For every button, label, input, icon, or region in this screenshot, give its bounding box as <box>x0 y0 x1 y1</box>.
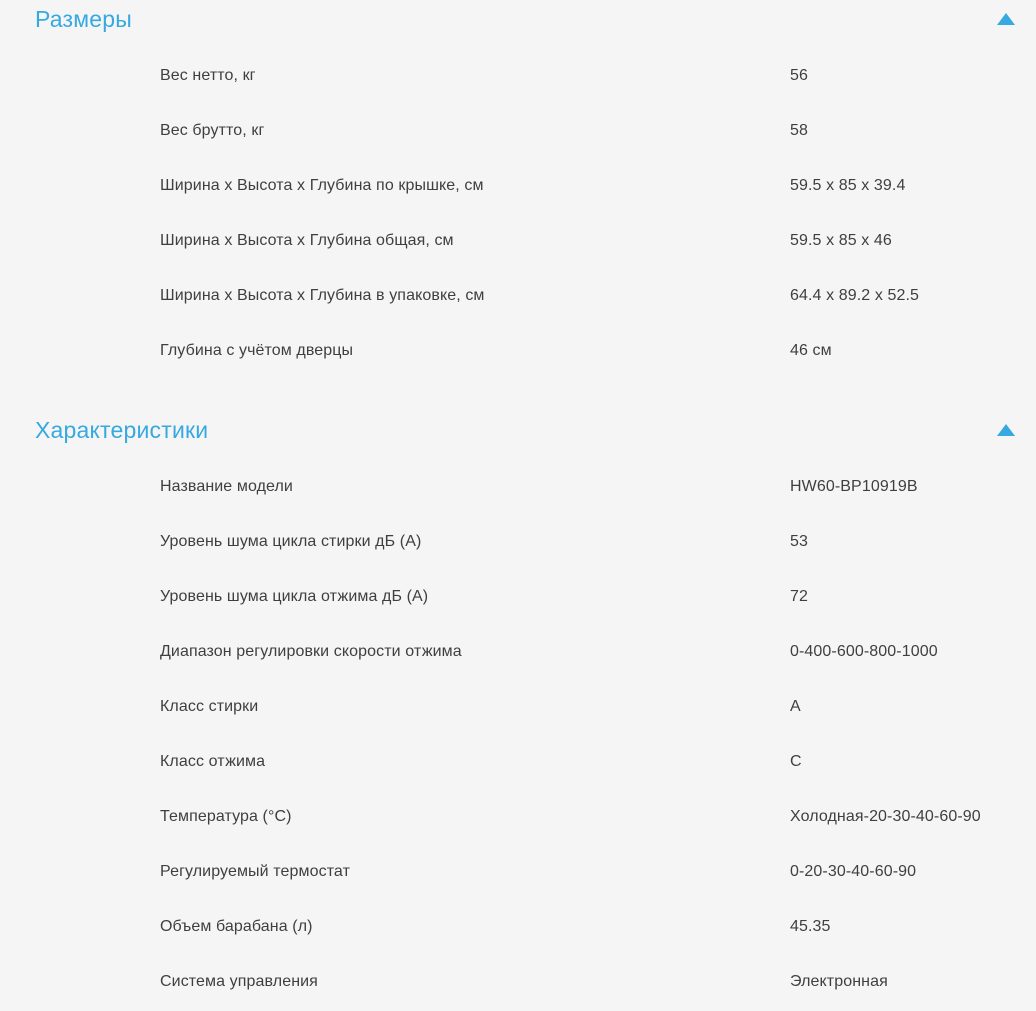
section-title[interactable]: Характеристики <box>35 416 209 443</box>
spec-row <box>0 48 1036 103</box>
spec-label: Объем барабана (л) <box>160 917 313 935</box>
section-title[interactable]: Размеры <box>35 5 132 32</box>
spec-value: A <box>790 697 801 715</box>
spec-label: Диапазон регулировки скорости отжима <box>160 642 462 660</box>
spec-row <box>0 158 1036 213</box>
spec-row <box>0 734 1036 789</box>
spec-rows <box>0 459 1036 1009</box>
collapse-triangle-up-icon[interactable] <box>997 424 1015 436</box>
section-characteristics-header[interactable] <box>0 415 1036 445</box>
spec-value: 56 <box>790 66 808 84</box>
spec-row <box>0 213 1036 268</box>
spec-row <box>0 954 1036 1009</box>
section-characteristics <box>0 415 1036 1009</box>
spec-label: Регулируемый термостат <box>160 862 351 880</box>
spec-value: 72 <box>790 587 808 605</box>
spec-label: Класс стирки <box>160 697 259 715</box>
spec-value: 58 <box>790 121 808 139</box>
spec-row <box>0 569 1036 624</box>
section-dimensions <box>0 4 1036 378</box>
spec-value: 0-400-600-800-1000 <box>790 642 938 660</box>
spec-value: 0-20-30-40-60-90 <box>790 862 917 880</box>
spec-row <box>0 514 1036 569</box>
spec-value: 53 <box>790 532 808 550</box>
spec-row <box>0 103 1036 158</box>
spec-row <box>0 459 1036 514</box>
spec-value: C <box>790 752 802 770</box>
spec-row <box>0 679 1036 734</box>
spec-label: Система управления <box>160 972 318 990</box>
section-dimensions-header[interactable] <box>0 4 1036 34</box>
spec-value: 59.5 x 85 x 46 <box>790 231 892 249</box>
spec-row <box>0 899 1036 954</box>
spec-row <box>0 268 1036 323</box>
spec-row <box>0 789 1036 844</box>
spec-label: Ширина x Высота x Глубина в упаковке, см <box>160 286 485 304</box>
spec-label: Уровень шума цикла отжима дБ (А) <box>160 587 429 605</box>
collapse-triangle-up-icon[interactable] <box>997 13 1015 25</box>
spec-label: Глубина с учётом дверцы <box>160 341 354 359</box>
spec-value: 64.4 x 89.2 x 52.5 <box>790 286 920 304</box>
spec-label: Класс отжима <box>160 752 266 770</box>
spec-label: Вес брутто, кг <box>160 121 265 139</box>
spec-value: Электронная <box>790 972 888 990</box>
spec-label: Название модели <box>160 477 293 495</box>
spec-label: Температура (°C) <box>160 807 292 825</box>
spec-value: 45.35 <box>790 917 831 935</box>
spec-label: Ширина x Высота x Глубина общая, см <box>160 231 454 249</box>
spec-label: Уровень шума цикла стирки дБ (А) <box>160 532 422 550</box>
spec-row <box>0 323 1036 378</box>
spec-value: HW60-BP10919B <box>790 477 918 495</box>
spec-rows <box>0 48 1036 378</box>
spec-value: 59.5 x 85 x 39.4 <box>790 176 906 194</box>
spec-value: 46 см <box>790 341 832 359</box>
spec-label: Ширина x Высота x Глубина по крышке, см <box>160 176 484 194</box>
spec-row <box>0 844 1036 899</box>
spec-value: Холодная-20-30-40-60-90 <box>790 807 981 825</box>
spec-label: Вес нетто, кг <box>160 66 256 84</box>
spec-row <box>0 624 1036 679</box>
